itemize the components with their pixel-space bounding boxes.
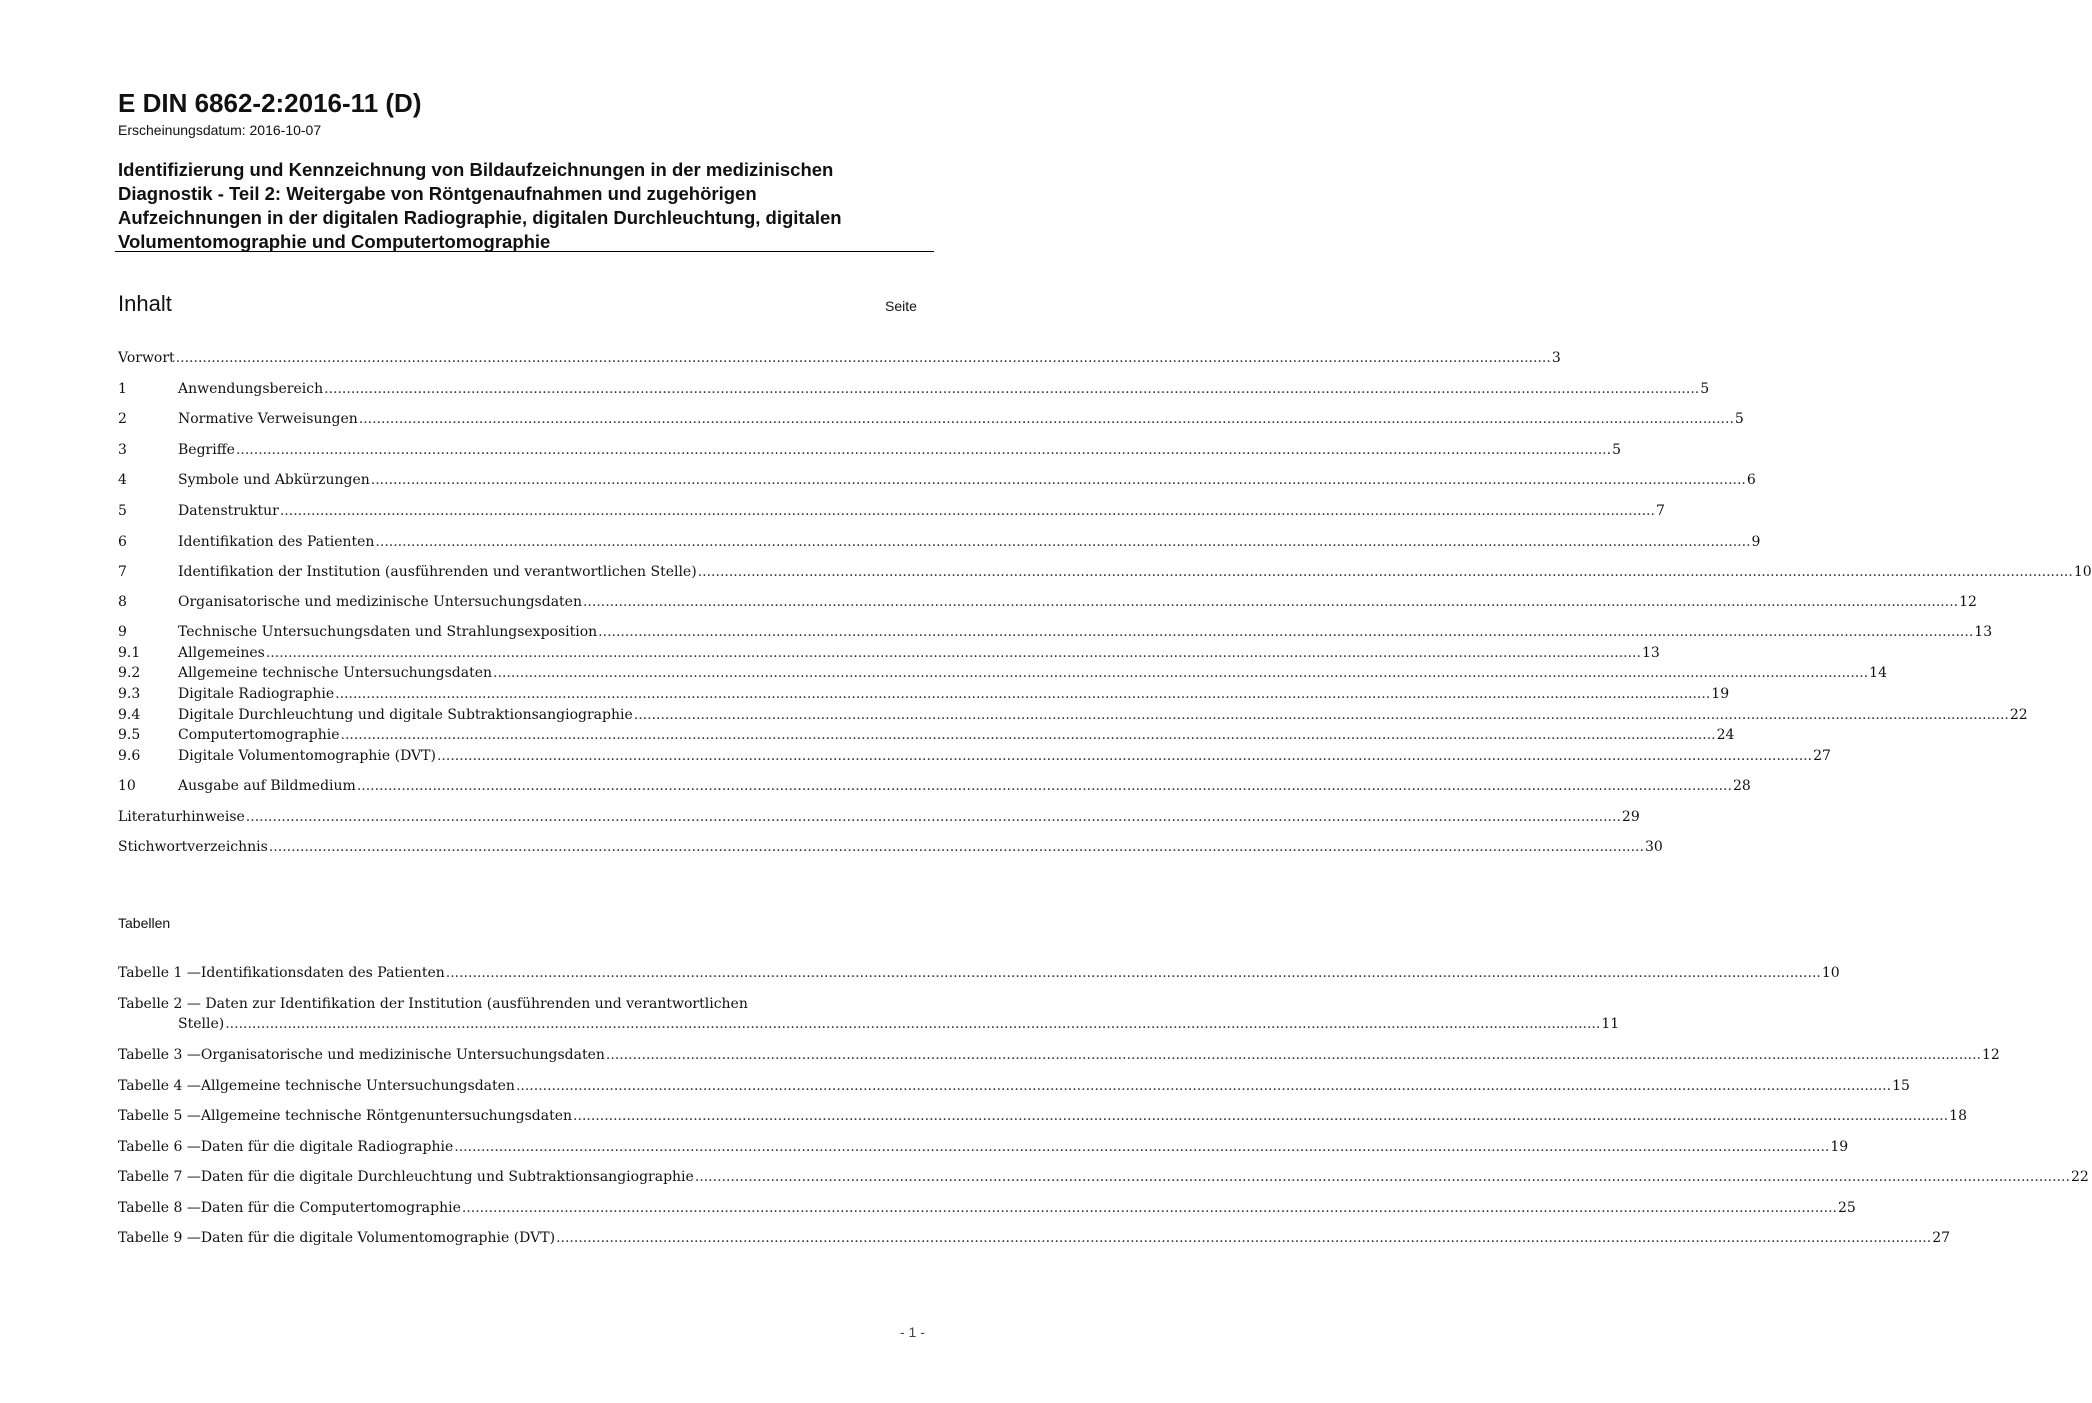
leader-dots: ..................................................................................................................................................................................................................................................................................................................... bbox=[573, 1108, 1949, 1124]
toc-entry-page: 13 bbox=[1974, 624, 1993, 640]
leader-dots: ..................................................................................................................................................................................................................................................................................................................... bbox=[454, 1139, 1830, 1155]
toc-entry[interactable] bbox=[118, 592, 1977, 612]
toc-heading: Inhalt bbox=[118, 291, 172, 316]
leader-dots: ..................................................................................................................................................................................................................................................................................................................... bbox=[235, 442, 1612, 458]
toc-entry-text: Digitale Radiographie bbox=[178, 686, 335, 702]
table-entry[interactable] bbox=[118, 963, 1840, 983]
toc-page-label: Seite bbox=[885, 298, 917, 314]
table-entry[interactable] bbox=[118, 1228, 1951, 1248]
toc-entry-page: 7 bbox=[1655, 503, 1665, 519]
toc-entry[interactable] bbox=[118, 440, 1621, 460]
table-entry[interactable] bbox=[118, 1167, 2089, 1187]
table-entry-prefix: Tabelle 8 — bbox=[118, 1200, 201, 1216]
toc-entry-number: 9.3 bbox=[118, 686, 141, 702]
leader-dots: ..................................................................................................................................................................................................................................................................................................................... bbox=[279, 503, 1655, 519]
toc-entry-number: 9.6 bbox=[118, 748, 141, 764]
toc-entry-vorwort[interactable] bbox=[118, 348, 1561, 368]
toc-entry-stichwort[interactable] bbox=[118, 837, 1663, 857]
toc-entry-page: 30 bbox=[1644, 839, 1663, 855]
toc-entry-text: Datenstruktur bbox=[178, 503, 279, 519]
leader-dots: ..................................................................................................................................................................................................................................................................................................................... bbox=[356, 778, 1732, 794]
toc-entry-number: 3 bbox=[118, 442, 127, 458]
leader-dots: ..................................................................................................................................................................................................................................................................................................................... bbox=[370, 472, 1746, 488]
toc-entry-page: 12 bbox=[1959, 594, 1977, 610]
toc-entry-page: 5 bbox=[1612, 442, 1621, 458]
table-entry-page: 12 bbox=[1982, 1047, 2000, 1063]
table-entry-text: Identifikationsdaten des Patienten bbox=[200, 965, 445, 981]
leader-dots: ..................................................................................................................................................................................................................................................................................................................... bbox=[605, 1047, 1982, 1063]
title-divider bbox=[115, 251, 934, 252]
table-entry-page: 22 bbox=[2070, 1169, 2089, 1185]
table-entry-page: 11 bbox=[1601, 1016, 1620, 1032]
toc-entry-page: 9 bbox=[1751, 534, 1761, 550]
toc-entry-page: 24 bbox=[1716, 727, 1735, 743]
document-title bbox=[118, 158, 928, 254]
leader-dots: ..................................................................................................................................................................................................................................................................................................................... bbox=[340, 727, 1716, 743]
table-entry[interactable] bbox=[118, 994, 748, 1014]
toc-entry[interactable] bbox=[118, 776, 1751, 796]
toc-entry-number: 1 bbox=[118, 381, 127, 397]
toc-entry-page: 22 bbox=[2009, 707, 2028, 723]
title-line: Identifizierung und Kennzeichnung von Bildaufzeichnungen in der medizinischen bbox=[118, 159, 834, 180]
toc-entry-page: 6 bbox=[1746, 472, 1756, 488]
toc-entry-page: 19 bbox=[1711, 686, 1730, 702]
toc-entry-number: 9.5 bbox=[118, 727, 141, 743]
toc-entry-number: 4 bbox=[118, 472, 127, 488]
toc-entry-number: 5 bbox=[118, 503, 127, 519]
table-entry-page: 15 bbox=[1892, 1078, 1910, 1094]
toc-entry-page: 3 bbox=[1551, 350, 1561, 366]
toc-entry-page: 28 bbox=[1732, 778, 1751, 794]
toc-entry-number: 10 bbox=[118, 778, 136, 794]
toc-entry-number: 9.2 bbox=[118, 665, 141, 681]
leader-dots: ..................................................................................................................................................................................................................................................................................................................... bbox=[436, 748, 1813, 764]
table-entry-text: Allgemeine technische Röntgenuntersuchungsdaten bbox=[200, 1108, 573, 1124]
toc-entry-text: Vorwort bbox=[118, 350, 175, 366]
leader-dots: ..................................................................................................................................................................................................................................................................................................................... bbox=[461, 1200, 1837, 1216]
toc-entry-page: 5 bbox=[1734, 411, 1744, 427]
title-line: Diagnostik - Teil 2: Weitergabe von Röntgenaufnahmen und zugehörigen bbox=[118, 183, 757, 204]
table-entry-text: Allgemeine technische Untersuchungsdaten bbox=[200, 1078, 515, 1094]
leader-dots: ..................................................................................................................................................................................................................................................................................................................... bbox=[445, 965, 1821, 981]
toc-entry-text: Allgemeine technische Untersuchungsdaten bbox=[178, 665, 493, 681]
table-entry[interactable] bbox=[118, 1198, 1856, 1218]
toc-entry[interactable] bbox=[118, 643, 1660, 663]
table-entry-prefix: Tabelle 3 — bbox=[118, 1047, 201, 1063]
table-entry-text: Daten für die digitale Radiographie bbox=[200, 1139, 454, 1155]
toc-entry-number: 8 bbox=[118, 594, 127, 610]
toc-entry-text: Computertomographie bbox=[178, 727, 340, 743]
toc-entry-text: Begriffe bbox=[178, 442, 235, 458]
toc-entry-page: 5 bbox=[1700, 381, 1710, 397]
toc-entry-text: Digitale Volumentomographie (DVT) bbox=[178, 748, 436, 764]
toc-entry-number: 6 bbox=[118, 534, 127, 550]
table-entry[interactable] bbox=[118, 1106, 1967, 1126]
document-id: E DIN 6862-2:2016-11 (D) bbox=[118, 88, 422, 118]
table-entry-text: Daten zur Identifikation der Institution (ausführenden und verantwortlichen bbox=[205, 996, 748, 1012]
toc-entry[interactable] bbox=[118, 622, 1993, 642]
leader-dots: ..................................................................................................................................................................................................................................................................................................................... bbox=[335, 686, 1711, 702]
toc-entry-text: Symbole und Abkürzungen bbox=[178, 472, 370, 488]
table-entry-prefix: Tabelle 7 — bbox=[118, 1169, 201, 1185]
toc-entry[interactable] bbox=[118, 532, 1761, 552]
toc-entry-text: Literaturhinweise bbox=[118, 809, 245, 825]
leader-dots: ..................................................................................................................................................................................................................................................................................................................... bbox=[175, 350, 1551, 366]
toc-entry-text: Technische Untersuchungsdaten und Strahlungsexposition bbox=[178, 624, 598, 640]
publication-date: Erscheinungsdatum: 2016-10-07 bbox=[118, 122, 322, 138]
table-entry-prefix: Tabelle 9 — bbox=[118, 1230, 201, 1246]
leader-dots: ..................................................................................................................................................................................................................................................................................................................... bbox=[358, 411, 1734, 427]
leader-dots: ..................................................................................................................................................................................................................................................................................................................... bbox=[582, 594, 1959, 610]
leader-dots: ..................................................................................................................................................................................................................................................................................................................... bbox=[268, 839, 1644, 855]
toc-entry-page: 10 bbox=[2073, 564, 2092, 580]
table-entry[interactable] bbox=[118, 1076, 1910, 1096]
leader-dots: ..................................................................................................................................................................................................................................................................................................................... bbox=[633, 707, 2009, 723]
toc-entry-text: Ausgabe auf Bildmedium bbox=[178, 778, 356, 794]
leader-dots: ..................................................................................................................................................................................................................................................................................................................... bbox=[598, 624, 1974, 640]
table-entry-text-cont: Stelle) bbox=[178, 1016, 225, 1032]
leader-dots: ..................................................................................................................................................................................................................................................................................................................... bbox=[245, 809, 1621, 825]
leader-dots: ..................................................................................................................................................................................................................................................................................................................... bbox=[515, 1078, 1892, 1094]
toc-entry-page: 29 bbox=[1621, 809, 1640, 825]
table-entry-prefix: Tabelle 2 — bbox=[118, 996, 206, 1012]
table-entry-prefix: Tabelle 6 — bbox=[118, 1139, 201, 1155]
table-entry-page: 25 bbox=[1838, 1200, 1856, 1216]
toc-entry[interactable] bbox=[118, 705, 2028, 725]
tables-heading: Tabellen bbox=[118, 915, 171, 931]
toc-entry-text: Identifikation der Institution (ausführenden und verantwortlichen Stelle) bbox=[178, 564, 697, 580]
table-entry-text: Daten für die digitale Volumentomographie (DVT) bbox=[200, 1230, 556, 1246]
toc-entry-text: Allgemeines bbox=[178, 645, 265, 661]
title-line: Aufzeichnungen in der digitalen Radiographie, digitalen Durchleuchtung, digitalen bbox=[118, 207, 842, 228]
leader-dots: ..................................................................................................................................................................................................................................................................................................................... bbox=[265, 645, 1641, 661]
leader-dots: ..................................................................................................................................................................................................................................................................................................................... bbox=[375, 534, 1751, 550]
toc-entry[interactable] bbox=[118, 725, 1735, 745]
table-entry-prefix: Tabelle 5 — bbox=[118, 1108, 201, 1124]
toc-entry-page: 13 bbox=[1641, 645, 1660, 661]
table-entry-prefix: Tabelle 4 — bbox=[118, 1078, 201, 1094]
toc-entry[interactable] bbox=[118, 379, 1710, 399]
toc-entry[interactable] bbox=[118, 470, 1756, 490]
leader-dots: ..................................................................................................................................................................................................................................................................................................................... bbox=[324, 381, 1700, 397]
leader-dots: ..................................................................................................................................................................................................................................................................................................................... bbox=[225, 1016, 1601, 1032]
leader-dots: ..................................................................................................................................................................................................................................................................................................................... bbox=[556, 1230, 1932, 1246]
toc-entry[interactable] bbox=[118, 746, 1831, 766]
table-entry-prefix: Tabelle 1 — bbox=[118, 965, 201, 981]
toc-entry-literatur[interactable] bbox=[118, 807, 1640, 827]
toc-entry-text: Identifikation des Patienten bbox=[178, 534, 375, 550]
toc-entry[interactable] bbox=[118, 501, 1665, 521]
title-line: Volumentomographie und Computertomographie bbox=[118, 231, 551, 252]
table-entry[interactable] bbox=[118, 1137, 1849, 1157]
leader-dots: ..................................................................................................................................................................................................................................................................................................................... bbox=[493, 665, 1869, 681]
toc-entry-page: 27 bbox=[1813, 748, 1831, 764]
toc-entry-text: Normative Verweisungen bbox=[178, 411, 358, 427]
toc-entry-text: Anwendungsbereich bbox=[178, 381, 324, 397]
toc-entry[interactable] bbox=[118, 562, 2092, 582]
toc-entry[interactable] bbox=[118, 663, 1887, 683]
toc-entry-number: 2 bbox=[118, 411, 127, 427]
toc-entry-number: 9.4 bbox=[118, 707, 141, 723]
toc-entry[interactable] bbox=[118, 684, 1730, 704]
table-entry-page: 19 bbox=[1830, 1139, 1849, 1155]
toc-entry[interactable] bbox=[118, 409, 1744, 429]
table-entry-page: 27 bbox=[1932, 1230, 1951, 1246]
toc-entry-page: 14 bbox=[1869, 665, 1887, 681]
leader-dots: ..................................................................................................................................................................................................................................................................................................................... bbox=[694, 1169, 2070, 1185]
toc-entry-number: 7 bbox=[118, 564, 127, 580]
toc-entry-number: 9 bbox=[118, 624, 127, 640]
page-number: - 1 - bbox=[900, 1324, 925, 1340]
table-entry-text: Organisatorische und medizinische Untersuchungsdaten bbox=[200, 1047, 605, 1063]
toc-entry-text: Digitale Durchleuchtung und digitale Subtraktionsangiographie bbox=[178, 707, 633, 723]
table-entry-continuation[interactable] bbox=[178, 1014, 1620, 1034]
toc-entry-text: Stichwortverzeichnis bbox=[118, 839, 268, 855]
table-entry[interactable] bbox=[118, 1045, 2000, 1065]
table-entry-page: 10 bbox=[1821, 965, 1840, 981]
toc-entry-text: Organisatorische und medizinische Untersuchungsdaten bbox=[178, 594, 582, 610]
toc-entry-number: 9.1 bbox=[118, 645, 141, 661]
leader-dots: ..................................................................................................................................................................................................................................................................................................................... bbox=[697, 564, 2073, 580]
table-entry-page: 18 bbox=[1949, 1108, 1967, 1124]
table-entry-text: Daten für die digitale Durchleuchtung und Subtraktionsangiographie bbox=[200, 1169, 694, 1185]
table-entry-text: Daten für die Computertomographie bbox=[200, 1200, 461, 1216]
